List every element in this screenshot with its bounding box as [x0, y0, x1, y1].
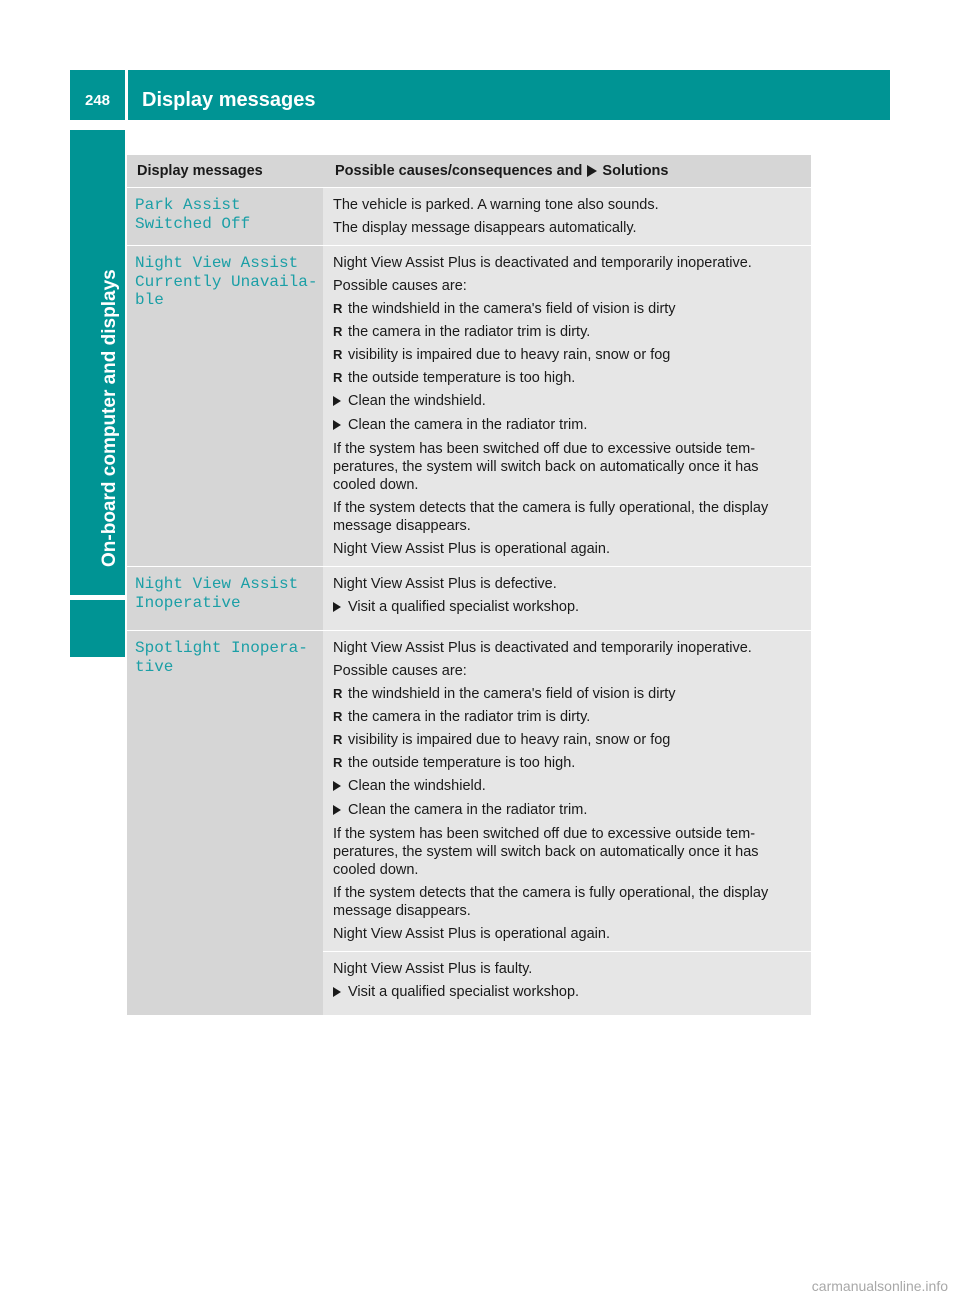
solution-paragraph: If the system has been switched off due to excessive outside tem‐ peratures, the system will switch back on automatically once it has cooled down. — [333, 826, 759, 878]
page-number: 248 — [84, 92, 111, 109]
step-arrow-icon — [333, 416, 348, 435]
solution-paragraph: Night View Assist Plus is operational again. — [333, 926, 610, 942]
table-row — [127, 566, 811, 630]
column-header-solutions — [325, 155, 811, 187]
solution-block — [323, 951, 811, 1002]
header-bar — [70, 70, 890, 120]
cause-bullet — [333, 323, 803, 341]
solution-arrow-icon — [587, 165, 597, 177]
side-tab-marker — [70, 600, 125, 657]
column-header-messages: Display messages — [137, 163, 263, 179]
solution-step — [333, 801, 803, 820]
cause-text: the outside temperature is too high. — [348, 370, 576, 386]
table-row — [127, 245, 811, 566]
step-text: Clean the camera in the radiator trim. — [348, 802, 588, 818]
cause-bullet — [333, 685, 803, 703]
cause-bullet — [333, 346, 803, 364]
solution-block — [333, 639, 803, 943]
step-arrow-shape — [333, 396, 341, 406]
table-row — [127, 630, 811, 1015]
step-arrow-shape — [333, 602, 341, 612]
cause-text: the windshield in the camera's field of vision is dirty — [348, 686, 676, 702]
step-arrow-icon — [333, 392, 348, 411]
display-message-cell — [127, 631, 323, 1015]
column-header-solutions-label: Solutions — [602, 163, 669, 179]
step-text: Visit a qualified specialist workshop. — [348, 599, 580, 615]
step-arrow-shape — [333, 781, 341, 791]
bullet-marker: R — [333, 732, 343, 747]
solution-cell — [323, 631, 811, 1015]
cause-text: the camera in the radiator trim is dirty. — [348, 709, 591, 725]
step-text: Clean the windshield. — [348, 393, 486, 409]
display-message-cell — [127, 188, 323, 245]
step-text: Clean the windshield. — [348, 778, 486, 794]
solution-block — [333, 196, 803, 237]
solution-cell — [323, 246, 811, 566]
cause-text: the outside temperature is too high. — [348, 755, 576, 771]
side-tab-label: On-board computer and displays — [99, 269, 120, 567]
solution-paragraph: Night View Assist Plus is operational again. — [333, 541, 610, 557]
solution-paragraph: Possible causes are: — [333, 278, 467, 294]
cause-text: visibility is impaired due to heavy rain, snow or fog — [348, 347, 671, 363]
display-message-text: Spotlight Inopera‐ tive — [135, 639, 308, 676]
solution-cell — [323, 188, 811, 245]
cause-text: visibility is impaired due to heavy rain, snow or fog — [348, 732, 671, 748]
table-body — [127, 187, 811, 1015]
table-row — [127, 187, 811, 245]
watermark: carmanualsonline.info — [811, 1278, 948, 1294]
solution-paragraph: Possible causes are: — [333, 663, 467, 679]
step-arrow-icon — [333, 983, 348, 1002]
step-arrow-shape — [333, 805, 341, 815]
solution-paragraph: The display message disappears automatically. — [333, 220, 637, 236]
solution-paragraph: If the system detects that the camera is fully operational, the display message disappears. — [333, 885, 769, 919]
cause-bullet — [333, 708, 803, 726]
bullet-marker: R — [333, 347, 343, 362]
solution-step — [333, 598, 803, 617]
display-message-cell — [127, 246, 323, 566]
cause-bullet — [333, 369, 803, 387]
display-message-text: Night View Assist Currently Unavaila‐ ble — [135, 254, 318, 309]
solution-paragraph: Night View Assist Plus is defective. — [333, 576, 557, 592]
solution-block — [333, 575, 803, 617]
solution-paragraph: If the system has been switched off due to excessive outside tem‐ peratures, the system will switch back on automatically once it has cooled down. — [333, 441, 759, 493]
solution-paragraph: Night View Assist Plus is deactivated and temporarily inoperative. — [333, 640, 752, 656]
cause-bullet — [333, 300, 803, 318]
solution-paragraph: Night View Assist Plus is deactivated and temporarily inoperative. — [333, 255, 752, 271]
step-arrow-icon — [333, 801, 348, 820]
step-text: Visit a qualified specialist workshop. — [348, 984, 580, 1000]
solution-paragraph: Night View Assist Plus is faulty. — [333, 961, 533, 977]
step-text: Clean the camera in the radiator trim. — [348, 417, 588, 433]
cause-text: the camera in the radiator trim is dirty. — [348, 324, 591, 340]
column-header-solutions-text: Possible causes/consequences and — [335, 163, 583, 179]
table-header — [127, 155, 811, 187]
bullet-marker: R — [333, 324, 343, 339]
bullet-marker: R — [333, 709, 343, 724]
bullet-marker: R — [333, 755, 343, 770]
display-message-text: Park Assist Switched Off — [135, 196, 251, 233]
cause-text: the windshield in the camera's field of vision is dirty — [348, 301, 676, 317]
solution-paragraph: If the system detects that the camera is fully operational, the display message disappears. — [333, 500, 769, 534]
solution-step — [333, 416, 803, 435]
page-title: Display messages — [142, 89, 316, 111]
solution-paragraph: The vehicle is parked. A warning tone also sounds. — [333, 197, 659, 213]
bullet-marker: R — [333, 370, 343, 385]
solution-step — [333, 392, 803, 411]
step-arrow-icon — [333, 777, 348, 796]
header-divider — [125, 70, 128, 120]
solution-cell — [323, 567, 811, 630]
step-arrow-shape — [333, 987, 341, 997]
solution-step — [333, 777, 803, 796]
solution-block — [333, 254, 803, 558]
cause-bullet — [333, 754, 803, 772]
bullet-marker: R — [333, 686, 343, 701]
cause-bullet — [333, 731, 803, 749]
solution-step — [333, 983, 803, 1002]
display-message-cell — [127, 567, 323, 630]
step-arrow-icon — [333, 598, 348, 617]
step-arrow-shape — [333, 420, 341, 430]
bullet-marker: R — [333, 301, 343, 316]
display-messages-table — [127, 155, 811, 1015]
display-message-text: Night View Assist Inoperative — [135, 575, 299, 612]
